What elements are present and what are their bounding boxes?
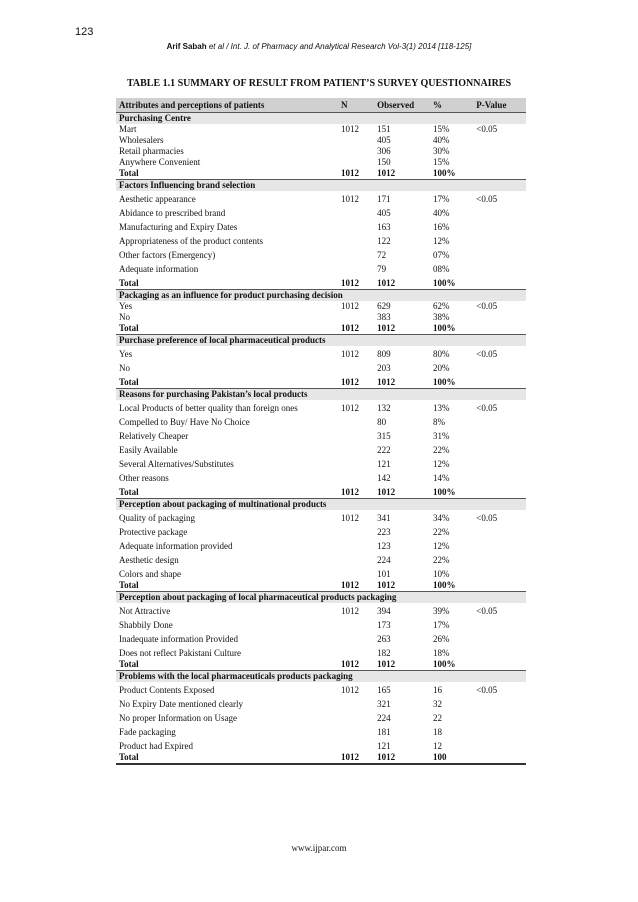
cell-p-value bbox=[473, 414, 526, 428]
table-row bbox=[116, 538, 526, 552]
cell-observed: 171 bbox=[377, 194, 391, 204]
cell-n bbox=[338, 724, 374, 738]
cell-observed: 1012 bbox=[374, 374, 430, 389]
table-row bbox=[116, 261, 526, 275]
table-title: TABLE 1.1 SUMMARY OF RESULT FROM PATIENT’S SURVEY QUESTIONNAIRES bbox=[126, 78, 512, 89]
cell-percent: 14% bbox=[433, 473, 450, 483]
cell-p-value bbox=[473, 442, 526, 456]
cell-attribute: Total bbox=[116, 484, 338, 499]
cell-n: 1012 bbox=[338, 374, 374, 389]
table-row bbox=[116, 428, 526, 442]
header-authors: Arif Sabah bbox=[166, 42, 209, 51]
cell-p-value: <0.05 bbox=[476, 606, 498, 616]
cell-observed: 263 bbox=[377, 634, 391, 644]
cell-observed: 132 bbox=[377, 403, 391, 413]
cell-attribute: No bbox=[119, 312, 130, 322]
cell-n: 1012 bbox=[341, 194, 360, 204]
cell-attribute: Aesthetic design bbox=[119, 555, 179, 565]
cell-attribute: Total bbox=[116, 659, 338, 671]
cell-percent: 39% bbox=[433, 606, 450, 616]
results-table-body bbox=[116, 98, 526, 764]
cell-attribute: Total bbox=[116, 168, 338, 180]
cell-percent: 30% bbox=[433, 146, 450, 156]
cell-attribute: Anywhere Convenient bbox=[119, 157, 201, 167]
page-number: 123 bbox=[75, 26, 94, 38]
cell-n: 1012 bbox=[341, 513, 360, 523]
cell-n bbox=[338, 157, 374, 168]
cell-n bbox=[338, 524, 374, 538]
cell-observed: 321 bbox=[377, 699, 391, 709]
cell-p-value bbox=[473, 219, 526, 233]
section-title: Packaging as an influence for product purchasing decision bbox=[116, 290, 526, 302]
cell-percent: 12% bbox=[433, 541, 450, 551]
cell-percent: 100 bbox=[430, 752, 473, 764]
cell-percent: 18% bbox=[433, 648, 450, 658]
cell-observed: 165 bbox=[377, 685, 391, 695]
cell-percent: 10% bbox=[433, 569, 450, 579]
column-header-p-value: P-Value bbox=[473, 98, 526, 113]
table-row bbox=[116, 710, 526, 724]
cell-percent: 100% bbox=[430, 275, 473, 290]
table-row bbox=[116, 135, 526, 146]
cell-attribute: Total bbox=[116, 752, 338, 764]
table-row bbox=[116, 456, 526, 470]
cell-p-value bbox=[473, 146, 526, 157]
cell-attribute: Does not reflect Pakistani Culture bbox=[119, 648, 241, 658]
cell-percent: 40% bbox=[433, 208, 450, 218]
cell-p-value bbox=[473, 428, 526, 442]
cell-attribute: Product had Expired bbox=[119, 741, 193, 751]
header-journal: / Int. J. of Pharmacy and Analytical Research Vol-3(1) 2014 [118-125] bbox=[223, 42, 472, 51]
cell-p-value bbox=[473, 374, 526, 389]
cell-observed: 173 bbox=[377, 620, 391, 630]
cell-observed: 1012 bbox=[374, 275, 430, 290]
total-row bbox=[116, 275, 526, 290]
cell-observed: 1012 bbox=[374, 659, 430, 671]
cell-percent: 12% bbox=[433, 459, 450, 469]
cell-p-value bbox=[473, 323, 526, 335]
cell-attribute: No proper Information on Usage bbox=[119, 713, 237, 723]
cell-p-value bbox=[473, 710, 526, 724]
cell-percent: 08% bbox=[433, 264, 450, 274]
cell-p-value bbox=[473, 205, 526, 219]
total-row bbox=[116, 580, 526, 592]
total-row bbox=[116, 323, 526, 335]
cell-n bbox=[338, 233, 374, 247]
cell-p-value: <0.05 bbox=[476, 124, 498, 134]
cell-attribute: Abidance to prescribed brand bbox=[119, 208, 226, 218]
column-header-attributes: Attributes and perceptions of patients bbox=[116, 98, 338, 113]
table-row bbox=[116, 312, 526, 323]
cell-p-value: <0.05 bbox=[476, 513, 498, 523]
cell-n bbox=[338, 738, 374, 752]
cell-percent: 16 bbox=[433, 685, 442, 695]
section-title: Problems with the local pharmaceuticals products packaging bbox=[116, 671, 526, 683]
section-header-row bbox=[116, 113, 526, 125]
total-row bbox=[116, 752, 526, 764]
cell-observed: 142 bbox=[377, 473, 391, 483]
section-header-row bbox=[116, 592, 526, 604]
cell-percent: 20% bbox=[433, 363, 450, 373]
cell-percent: 22% bbox=[433, 445, 450, 455]
cell-attribute: Compelled to Buy/ Have No Choice bbox=[119, 417, 250, 427]
cell-p-value bbox=[473, 168, 526, 180]
cell-attribute: Total bbox=[116, 580, 338, 592]
cell-percent: 34% bbox=[433, 513, 450, 523]
table-row bbox=[116, 414, 526, 428]
cell-observed: 1012 bbox=[374, 484, 430, 499]
table-row bbox=[116, 696, 526, 710]
table-row bbox=[116, 566, 526, 580]
section-header-row bbox=[116, 290, 526, 302]
cell-percent: 31% bbox=[433, 431, 450, 441]
table-row bbox=[116, 442, 526, 456]
cell-attribute: Aesthetic appearance bbox=[119, 194, 196, 204]
section-title: Perception about packaging of local pharmaceutical products packaging bbox=[116, 592, 526, 604]
cell-attribute: Relatively Cheaper bbox=[119, 431, 189, 441]
cell-p-value: <0.05 bbox=[476, 685, 498, 695]
cell-p-value bbox=[473, 247, 526, 261]
cell-percent: 100% bbox=[430, 659, 473, 671]
total-row bbox=[116, 484, 526, 499]
cell-percent: 38% bbox=[433, 312, 450, 322]
cell-observed: 151 bbox=[377, 124, 391, 134]
cell-attribute: Other reasons bbox=[119, 473, 169, 483]
table-row bbox=[116, 124, 526, 135]
cell-observed: 150 bbox=[377, 157, 391, 167]
cell-observed: 341 bbox=[377, 513, 391, 523]
cell-attribute: Local Products of better quality than foreign ones bbox=[119, 403, 298, 413]
cell-observed: 101 bbox=[377, 569, 391, 579]
cell-attribute: Shabbily Done bbox=[119, 620, 173, 630]
cell-percent: 100% bbox=[430, 580, 473, 592]
cell-p-value: <0.05 bbox=[476, 403, 498, 413]
cell-observed: 394 bbox=[377, 606, 391, 616]
total-row bbox=[116, 168, 526, 180]
cell-attribute: No bbox=[119, 363, 130, 373]
cell-observed: 80 bbox=[377, 417, 387, 427]
table-row bbox=[116, 552, 526, 566]
table-row bbox=[116, 603, 526, 617]
cell-attribute: Adequate information provided bbox=[119, 541, 233, 551]
cell-percent: 100% bbox=[430, 484, 473, 499]
cell-n: 1012 bbox=[338, 659, 374, 671]
cell-percent: 100% bbox=[430, 374, 473, 389]
table-row bbox=[116, 400, 526, 414]
table-row bbox=[116, 233, 526, 247]
cell-n: 1012 bbox=[341, 349, 360, 359]
cell-attribute: Yes bbox=[119, 301, 133, 311]
table-row bbox=[116, 146, 526, 157]
cell-observed: 121 bbox=[377, 459, 391, 469]
cell-n bbox=[338, 470, 374, 484]
cell-observed: 223 bbox=[377, 527, 391, 537]
cell-n bbox=[338, 631, 374, 645]
table-header-row bbox=[116, 98, 526, 113]
section-title: Purchasing Centre bbox=[116, 113, 526, 125]
cell-n bbox=[338, 552, 374, 566]
cell-n bbox=[338, 645, 374, 659]
cell-observed: 1012 bbox=[374, 752, 430, 764]
cell-attribute: Other factors (Emergency) bbox=[119, 250, 216, 260]
table-row bbox=[116, 510, 526, 524]
cell-attribute: Total bbox=[116, 323, 338, 335]
cell-observed: 809 bbox=[377, 349, 391, 359]
cell-observed: 306 bbox=[377, 146, 391, 156]
cell-p-value bbox=[473, 552, 526, 566]
cell-p-value bbox=[473, 312, 526, 323]
running-header bbox=[0, 42, 638, 51]
cell-n: 1012 bbox=[341, 403, 360, 413]
cell-percent: 18 bbox=[433, 727, 442, 737]
cell-p-value bbox=[473, 580, 526, 592]
cell-percent: 17% bbox=[433, 620, 450, 630]
table-row bbox=[116, 346, 526, 360]
cell-attribute: Fade packaging bbox=[119, 727, 176, 737]
column-header-percent: % bbox=[430, 98, 473, 113]
cell-n bbox=[338, 312, 374, 323]
cell-percent: 22% bbox=[433, 555, 450, 565]
cell-observed: 629 bbox=[377, 301, 391, 311]
cell-percent: 17% bbox=[433, 194, 450, 204]
cell-p-value bbox=[473, 484, 526, 499]
cell-n bbox=[338, 538, 374, 552]
cell-attribute: Product Contents Exposed bbox=[119, 685, 215, 695]
cell-percent: 26% bbox=[433, 634, 450, 644]
table-row bbox=[116, 301, 526, 312]
cell-n bbox=[338, 219, 374, 233]
cell-n bbox=[338, 414, 374, 428]
cell-n: 1012 bbox=[338, 323, 374, 335]
cell-attribute: Yes bbox=[119, 349, 133, 359]
table-row bbox=[116, 470, 526, 484]
cell-observed: 405 bbox=[377, 208, 391, 218]
cell-observed: 79 bbox=[377, 264, 387, 274]
cell-attribute: Manufacturing and Expiry Dates bbox=[119, 222, 238, 232]
section-title: Reasons for purchasing Pakistan’s local products bbox=[116, 389, 526, 401]
cell-p-value bbox=[473, 233, 526, 247]
column-header-observed: Observed bbox=[374, 98, 430, 113]
column-header-n: N bbox=[338, 98, 374, 113]
cell-n: 1012 bbox=[338, 580, 374, 592]
cell-observed: 1012 bbox=[374, 323, 430, 335]
cell-p-value bbox=[473, 696, 526, 710]
cell-observed: 383 bbox=[377, 312, 391, 322]
cell-n bbox=[338, 456, 374, 470]
section-title: Perception about packaging of multinational products bbox=[116, 499, 526, 511]
cell-attribute: Several Alternatives/Substitutes bbox=[119, 459, 234, 469]
table-row bbox=[116, 247, 526, 261]
cell-p-value bbox=[473, 617, 526, 631]
cell-p-value bbox=[473, 456, 526, 470]
cell-percent: 07% bbox=[433, 250, 450, 260]
cell-attribute: Colors and shape bbox=[119, 569, 181, 579]
table-row bbox=[116, 157, 526, 168]
table-row bbox=[116, 631, 526, 645]
cell-observed: 315 bbox=[377, 431, 391, 441]
cell-attribute: Total bbox=[116, 374, 338, 389]
cell-p-value bbox=[473, 659, 526, 671]
cell-percent: 8% bbox=[433, 417, 445, 427]
section-header-row bbox=[116, 180, 526, 192]
section-header-row bbox=[116, 671, 526, 683]
cell-percent: 15% bbox=[433, 124, 450, 134]
cell-p-value bbox=[473, 157, 526, 168]
cell-observed: 203 bbox=[377, 363, 391, 373]
cell-p-value bbox=[473, 261, 526, 275]
cell-p-value bbox=[473, 470, 526, 484]
cell-n bbox=[338, 442, 374, 456]
cell-p-value bbox=[473, 275, 526, 290]
table-row bbox=[116, 360, 526, 374]
cell-p-value bbox=[473, 738, 526, 752]
cell-attribute: Mart bbox=[119, 124, 137, 134]
cell-n bbox=[338, 428, 374, 442]
cell-attribute: Total bbox=[116, 275, 338, 290]
cell-p-value: <0.05 bbox=[476, 194, 498, 204]
cell-observed: 405 bbox=[377, 135, 391, 145]
cell-p-value bbox=[473, 538, 526, 552]
cell-n: 1012 bbox=[338, 168, 374, 180]
cell-percent: 15% bbox=[433, 157, 450, 167]
section-header-row bbox=[116, 389, 526, 401]
cell-percent: 80% bbox=[433, 349, 450, 359]
cell-observed: 72 bbox=[377, 250, 387, 260]
cell-n bbox=[338, 205, 374, 219]
cell-n bbox=[338, 146, 374, 157]
cell-observed: 181 bbox=[377, 727, 391, 737]
cell-percent: 40% bbox=[433, 135, 450, 145]
section-header-row bbox=[116, 335, 526, 347]
cell-n bbox=[338, 261, 374, 275]
cell-n bbox=[338, 710, 374, 724]
cell-observed: 163 bbox=[377, 222, 391, 232]
cell-attribute: Inadequate information Provided bbox=[119, 634, 238, 644]
cell-n: 1012 bbox=[338, 275, 374, 290]
cell-percent: 62% bbox=[433, 301, 450, 311]
cell-percent: 100% bbox=[430, 168, 473, 180]
cell-attribute: No Expiry Date mentioned clearly bbox=[119, 699, 243, 709]
cell-observed: 182 bbox=[377, 648, 391, 658]
cell-observed: 1012 bbox=[374, 168, 430, 180]
cell-attribute: Wholesalers bbox=[119, 135, 164, 145]
cell-n: 1012 bbox=[338, 752, 374, 764]
cell-p-value bbox=[473, 645, 526, 659]
table-row bbox=[116, 682, 526, 696]
total-row bbox=[116, 659, 526, 671]
cell-p-value bbox=[473, 724, 526, 738]
cell-n bbox=[338, 566, 374, 580]
section-title: Factors Influencing brand selection bbox=[116, 180, 526, 192]
header-etal: et al bbox=[208, 42, 224, 51]
cell-percent: 22 bbox=[433, 713, 442, 723]
cell-n: 1012 bbox=[341, 124, 360, 134]
cell-n bbox=[338, 247, 374, 261]
table-row bbox=[116, 738, 526, 752]
cell-p-value bbox=[473, 566, 526, 580]
cell-n: 1012 bbox=[341, 301, 360, 311]
cell-percent: 16% bbox=[433, 222, 450, 232]
cell-n bbox=[338, 135, 374, 146]
section-header-row bbox=[116, 499, 526, 511]
cell-observed: 123 bbox=[377, 541, 391, 551]
cell-observed: 1012 bbox=[374, 580, 430, 592]
total-row bbox=[116, 374, 526, 389]
cell-percent: 12% bbox=[433, 236, 450, 246]
cell-n bbox=[338, 360, 374, 374]
table-row bbox=[116, 219, 526, 233]
cell-p-value bbox=[473, 631, 526, 645]
cell-attribute: Easily Available bbox=[119, 445, 178, 455]
cell-attribute: Protective package bbox=[119, 527, 188, 537]
cell-percent: 100% bbox=[430, 323, 473, 335]
table-row bbox=[116, 645, 526, 659]
cell-percent: 32 bbox=[433, 699, 442, 709]
cell-observed: 224 bbox=[377, 555, 391, 565]
cell-percent: 13% bbox=[433, 403, 450, 413]
cell-n: 1012 bbox=[338, 484, 374, 499]
cell-percent: 12 bbox=[433, 741, 442, 751]
cell-attribute: Adequate information bbox=[119, 264, 199, 274]
table-row bbox=[116, 191, 526, 205]
footer-url: www.ijpar.com bbox=[291, 843, 347, 853]
table-row bbox=[116, 524, 526, 538]
table-row bbox=[116, 724, 526, 738]
cell-p-value bbox=[473, 524, 526, 538]
cell-n bbox=[338, 696, 374, 710]
cell-p-value: <0.05 bbox=[476, 349, 498, 359]
cell-percent: 22% bbox=[433, 527, 450, 537]
cell-attribute: Quality of packaging bbox=[119, 513, 195, 523]
cell-p-value bbox=[473, 360, 526, 374]
cell-n bbox=[338, 617, 374, 631]
table-row bbox=[116, 617, 526, 631]
cell-p-value bbox=[473, 752, 526, 764]
cell-attribute: Retail pharmacies bbox=[119, 146, 184, 156]
cell-p-value: <0.05 bbox=[476, 301, 498, 311]
cell-p-value bbox=[473, 135, 526, 146]
section-title: Purchase preference of local pharmaceutical products bbox=[116, 335, 526, 347]
cell-observed: 224 bbox=[377, 713, 391, 723]
cell-observed: 122 bbox=[377, 236, 391, 246]
cell-n: 1012 bbox=[341, 606, 360, 616]
cell-n: 1012 bbox=[341, 685, 360, 695]
cell-observed: 121 bbox=[377, 741, 391, 751]
cell-attribute: Not Attractive bbox=[119, 606, 171, 616]
cell-attribute: Appropriateness of the product contents bbox=[119, 236, 263, 246]
cell-observed: 222 bbox=[377, 445, 391, 455]
results-table bbox=[116, 98, 526, 765]
table-row bbox=[116, 205, 526, 219]
